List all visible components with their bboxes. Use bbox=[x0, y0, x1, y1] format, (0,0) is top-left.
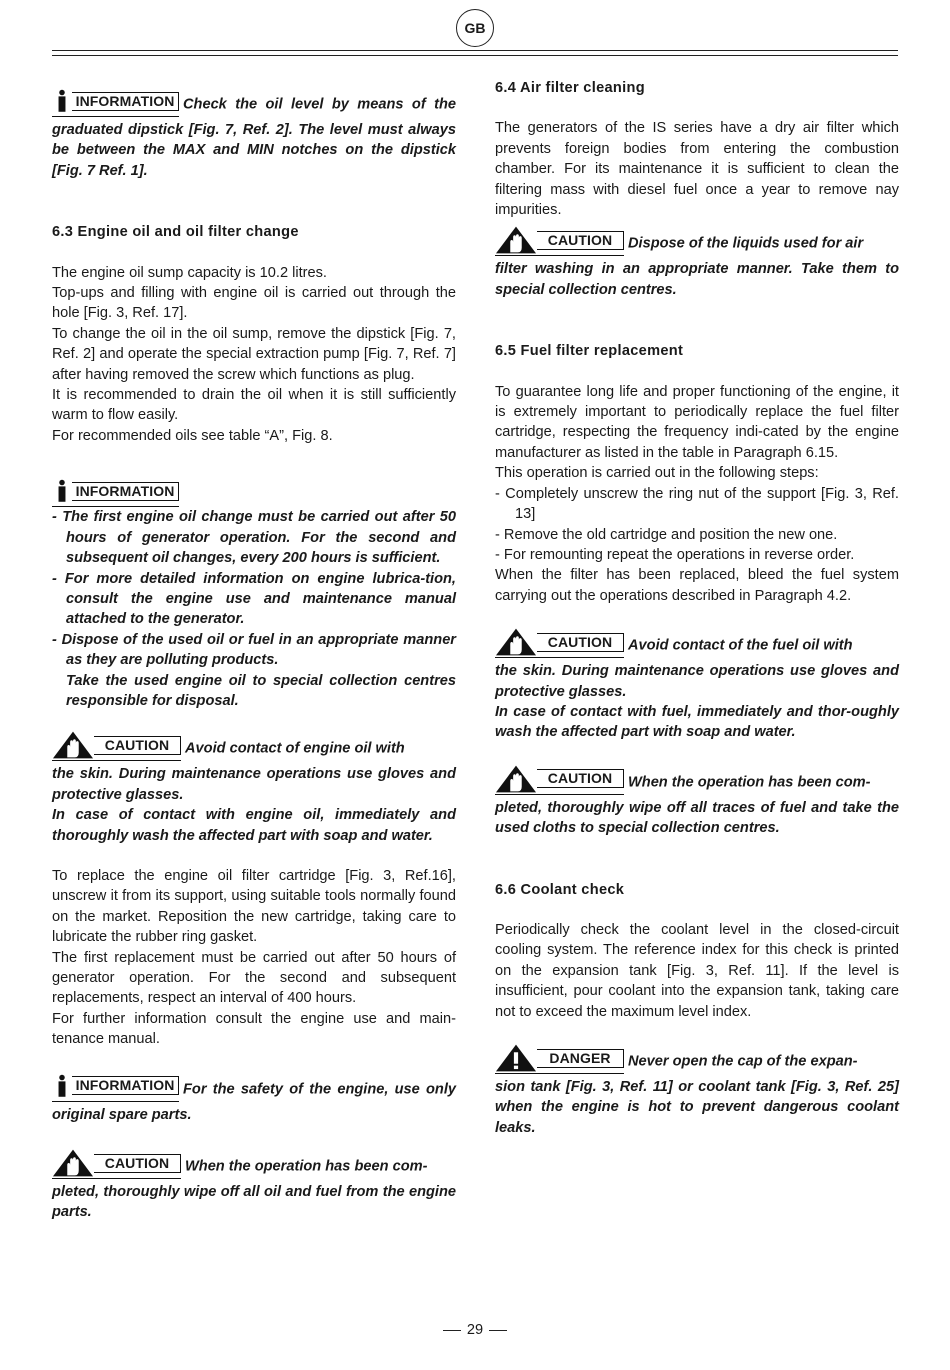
information-label-oil-change: INFORMATION bbox=[52, 476, 456, 507]
caution-hand-icon bbox=[495, 225, 537, 255]
left-column bbox=[52, 89, 456, 1223]
steps-list bbox=[495, 484, 899, 566]
paragraph: When the filter has been replaced, bleed the fuel system carrying out the operations described in Paragraph 4.2. bbox=[495, 567, 899, 604]
paragraph: It is recommended to drain the oil when it is still sufficiently warm to flow easily. bbox=[52, 387, 456, 424]
caution-hand-icon bbox=[495, 764, 537, 794]
paragraph: To replace the engine oil filter cartridge [Fig. 3, Ref.16], unscrew it from its support, using suitable tools normally found on the market. Reposition the new cartridge, taking care to lubricate the rubber ring gasket. bbox=[52, 867, 456, 946]
section-title-6-3: 6.3 Engine oil and oil filter change bbox=[52, 224, 299, 241]
information-icon bbox=[52, 476, 72, 506]
paragraph: For further information consult the engine use and main-tenance manual. bbox=[52, 1010, 456, 1048]
caution-note-air-filter: CAUTION Dispose of the liquids used for air filter washing in an appropriate manner. Take them to special collection centres. bbox=[495, 228, 899, 300]
caution-note-wipe-fuel: CAUTION When the operation has been com- pleted, thoroughly wipe off all traces of fuel and take the used cloths to special collection centres. bbox=[495, 767, 899, 839]
paragraph: Top-ups and filling with engine oil is carried out through the hole [Fig. 3, Ref. 17]. bbox=[52, 285, 456, 322]
list-item: - Completely unscrew the ring nut of the support [Fig. 3, Ref. 13] bbox=[495, 485, 899, 523]
information-note-oil-change bbox=[52, 507, 456, 711]
section-title-6-5: 6.5 Fuel filter replacement bbox=[495, 343, 684, 360]
section-title-6-4: 6.4 Air filter cleaning bbox=[495, 80, 645, 96]
danger-note-coolant: DANGER Never open the cap of the expan- sion tank [Fig. 3, Ref. 11] or coolant tank [Fig. 3, Ref. 25] when the engine is hot to prevent dangerous coolant leaks. bbox=[495, 1046, 899, 1138]
paragraph: To guarantee long life and proper functioning of the engine, it is extremely important to periodically replace the fuel filter cartridge, respecting the frequency indi-cated by the engine manufacturer as listed in the table in Paragraph 6.15. bbox=[495, 383, 899, 461]
paragraph: This operation is carried out in the following steps: bbox=[495, 465, 819, 482]
information-note-spare-parts: INFORMATION For the safety of the engine, use only original spare parts. bbox=[52, 1074, 456, 1125]
language-badge: GB bbox=[456, 9, 494, 47]
caution-label: CAUTION bbox=[495, 764, 624, 795]
list-item: - Remove the old cartridge and position the new one. bbox=[495, 526, 838, 543]
paragraph: The first replacement must be carried out after 50 hours of generator operation. For the second and subsequent replacements, respect an interval of 400 hours. bbox=[52, 949, 456, 1007]
list-item: - The first engine oil change must be carried out after 50 hours of generator operation. For the second and subsequent oil changes, every 200 hours is sufficient. bbox=[52, 509, 456, 567]
information-label: INFORMATION bbox=[52, 86, 179, 117]
footer-dash-right bbox=[489, 1330, 507, 1331]
paragraph: The generators of the IS series have a dry air filter which prevents foreign bodies from entering the combustion chamber. For its maintenance it is sufficient to clean the filtering mass with diesel fuel once a year to remove nay impurities. bbox=[495, 120, 899, 219]
caution-hand-icon bbox=[495, 627, 537, 657]
caution-label: CAUTION bbox=[52, 1148, 181, 1179]
caution-note-wipe-oil: CAUTION When the operation has been com- pleted, thoroughly wipe off all oil and fuel from the engine parts. bbox=[52, 1151, 456, 1223]
list-item: - Dispose of the used oil or fuel in an appropriate manner as they are polluting products. bbox=[52, 631, 456, 669]
caution-hand-icon bbox=[52, 730, 94, 760]
caution-hand-icon bbox=[52, 1148, 94, 1178]
caution-label: CAUTION bbox=[52, 730, 181, 761]
header-rule-top bbox=[52, 50, 898, 51]
page-number: 29 bbox=[466, 1322, 484, 1338]
danger-exclamation-icon bbox=[495, 1043, 537, 1073]
caution-note-engine-oil: CAUTION Avoid contact of engine oil with the skin. During maintenance operations use gloves and protective glasses. In case of contact with engine oil, immediately and thoroughly wash the affected part with soap and water. bbox=[52, 733, 456, 846]
list-item: - For more detailed information on engine lubrica-tion, consult the engine use and maintenance manual attached to the generator. bbox=[52, 570, 456, 628]
right-column bbox=[495, 78, 899, 1138]
information-note-oil-level: INFORMATION Check the oil level by means of the graduated dipstick [Fig. 7, Ref. 2]. The level must always be between the MAX and MIN notches on the dipstick [Fig. 7 Ref. 1]. bbox=[52, 89, 456, 181]
caution-label: CAUTION bbox=[495, 225, 624, 256]
paragraph: For recommended oils see table “A”, Fig. 8. bbox=[52, 427, 333, 444]
section-title-6-6: 6.6 Coolant check bbox=[495, 881, 625, 898]
caution-label: CAUTION bbox=[495, 627, 624, 658]
list-item: Take the used engine oil to special collection centres responsible for disposal. bbox=[66, 672, 456, 709]
caution-note-fuel-oil: CAUTION Avoid contact of the fuel oil with the skin. During maintenance operations use gloves and protective glasses. In case of contact with fuel, immediately and thor-oughly wash the affected part with soap and water. bbox=[495, 630, 899, 743]
information-icon bbox=[52, 1071, 72, 1101]
paragraph: Periodically check the coolant level in the closed-circuit cooling system. The reference index for this check is printed on the expansion tank [Fig. 3, Ref. 11]. If the level is insufficient, pour coolant into the expansion tank, taking care not to exceed the maximum level index. bbox=[495, 921, 899, 1020]
paragraph: To change the oil in the oil sump, remove the dipstick [Fig. 7, Ref. 2] and operate the special extraction pump [Fig. 7, Ref. 7] after having removed the screw which functions as plug. bbox=[52, 325, 456, 383]
page-footer bbox=[0, 1322, 950, 1338]
danger-label: DANGER bbox=[495, 1043, 624, 1074]
list-item: - For remounting repeat the operations in reverse order. bbox=[495, 546, 855, 563]
paragraph: The engine oil sump capacity is 10.2 litres. bbox=[52, 264, 327, 281]
information-label: INFORMATION bbox=[52, 1071, 179, 1102]
header-rule-bottom bbox=[52, 55, 898, 56]
footer-dash-left bbox=[443, 1330, 461, 1331]
information-icon bbox=[52, 86, 72, 116]
